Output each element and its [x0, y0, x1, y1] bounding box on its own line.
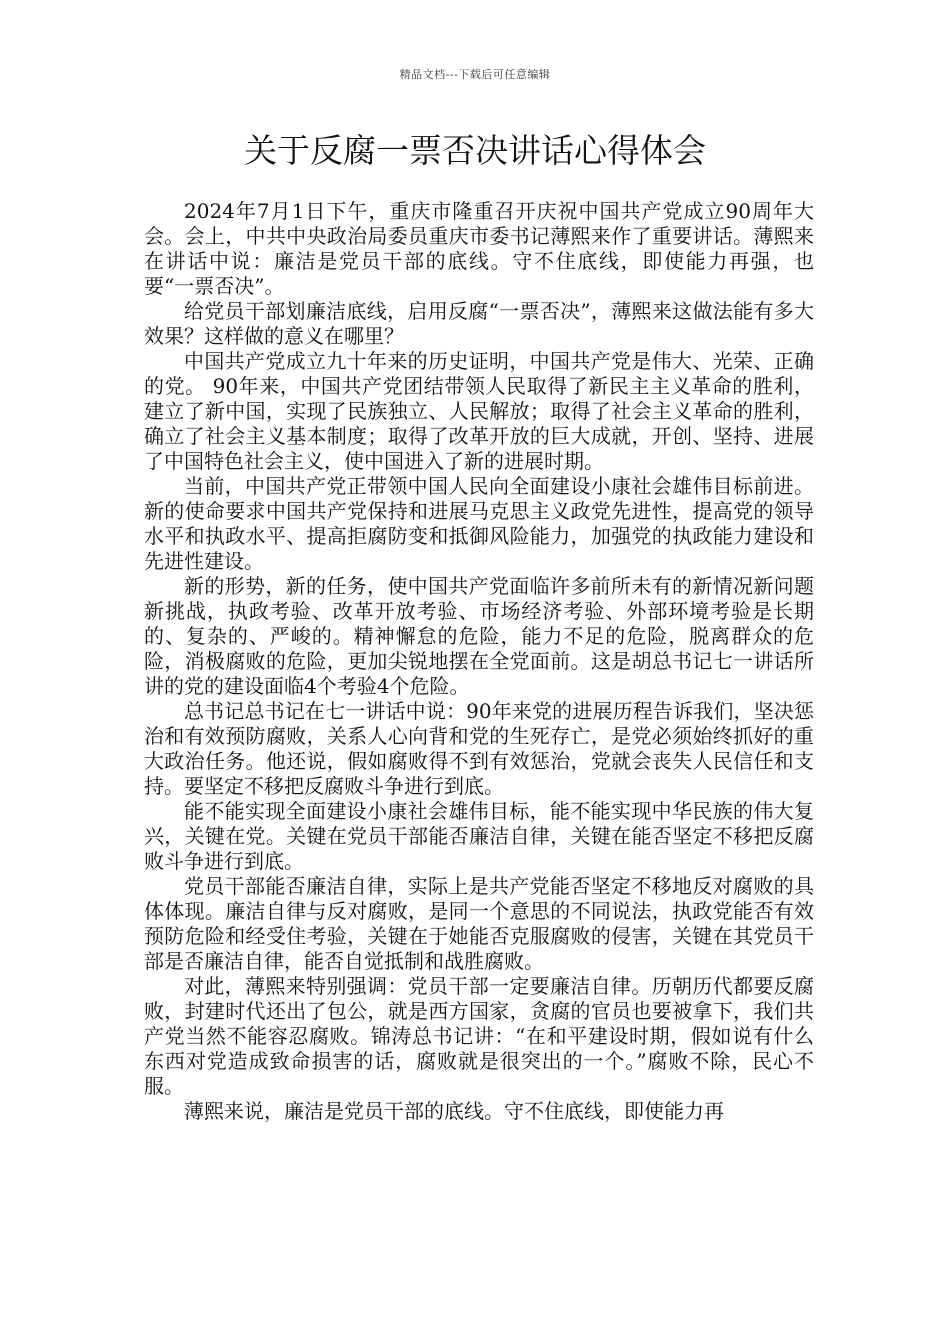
paragraph: 2024年7月1日下午，重庆市隆重召开庆祝中国共产党成立90周年大会。会上，中共中央政治局委员重庆市委书记薄熙来作了重要讲话。薄熙来在讲话中说：廉洁是党员干部的底线。守不住底线，即使能力再强，也要“一票否决”。	[144, 199, 814, 298]
paragraph: 给党员干部划廉洁底线，启用反腐“一票否决”，薄熙来这做法能有多大效果？这样做的意义在哪里？	[144, 299, 814, 348]
document-body	[144, 199, 814, 1124]
paragraph: 党员干部能否廉洁自律，实际上是共产党能否坚定不移地反对腐败的具体体现。廉洁自律与反对腐败，是同一个意思的不同说法，执政党能否有效预防危险和经受住考验，关键在于她能否克服腐败的侵害，关键在其党员干部是否廉洁自律，能否自觉抵制和战胜腐败。	[144, 874, 814, 973]
document-title: 关于反腐一票否决讲话心得体会	[244, 131, 706, 170]
paragraph: 总书记总书记在七一讲话中说：90年来党的进展历程告诉我们，坚决惩治和有效预防腐败，关系人心向背和党的生死存亡，是党必须始终抓好的重大政治任务。他还说，假如腐败得不到有效惩治，党就会丧失人民信任和支持。要坚定不移把反腐败斗争进行到底。	[144, 699, 814, 798]
paragraph: 对此，薄熙来特别强调：党员干部一定要廉洁自律。历朝历代都要反腐败，封建时代还出了包公，就是西方国家，贪腐的官员也要被拿下，我们共产党当然不能容忍腐败。锦涛总书记讲：“在和平建设时期，假如说有什么东西对党造成致命损害的话，腐败就是很突出的一个。”腐败不除，民心不服。	[144, 974, 814, 1098]
paragraph: 能不能实现全面建设小康社会雄伟目标，能不能实现中华民族的伟大复兴，关键在党。关键在党员干部能否廉洁自律，关键在能否坚定不移把反腐败斗争进行到底。	[144, 799, 814, 873]
paragraph: 当前，中国共产党正带领中国人民向全面建设小康社会雄伟目标前进。新的使命要求中国共产党保持和进展马克思主义政党先进性，提高党的领导水平和执政水平、提高拒腐防变和抵御风险能力，加强党的执政能力建设和先进性建设。	[144, 474, 814, 573]
paragraph: 新的形势，新的任务，使中国共产党面临许多前所未有的新情况新问题新挑战，执政考验、改革开放考验、市场经济考验、外部环境考验是长期的、复杂的、严峻的。精神懈怠的危险，能力不足的危险，脱离群众的危险，消极腐败的危险，更加尖锐地摆在全党面前。这是胡总书记七一讲话所讲的党的建设面临4个考验4个危险。	[144, 574, 814, 698]
paragraph: 中国共产党成立九十年来的历史证明，中国共产党是伟大、光荣、正确的党。 90年来，中国共产党团结带领人民取得了新民主主义革命的胜利，建立了新中国，实现了民族独立、人民解放；取得了社会主义革命的胜利，确立了社会主义基本制度；取得了改革开放的巨大成就，开创、坚持、进展了中国特色社会主义，使中国进入了新的进展时期。	[144, 349, 814, 473]
paragraph: 薄熙来说，廉洁是党员干部的底线。守不住底线，即使能力再	[184, 1099, 724, 1123]
header-note: 精品文档---下载后可任意编辑	[399, 68, 551, 81]
